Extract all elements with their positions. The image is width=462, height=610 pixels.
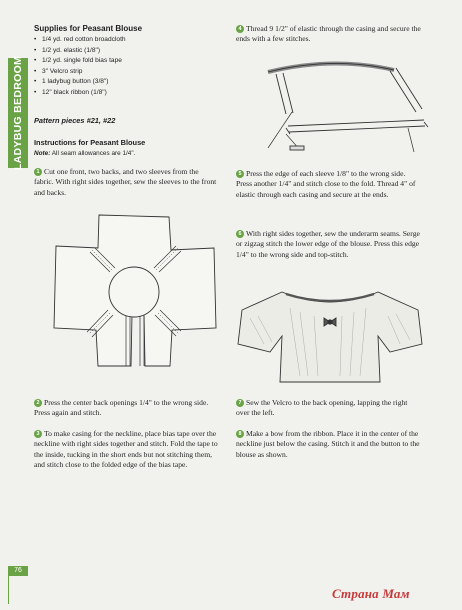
step-text: Thread 9 1/2" of elastic through the casing and secure the ends with a few stitches. — [236, 24, 421, 44]
step-number-badge: 3 — [34, 430, 42, 438]
step-1 — [34, 167, 220, 198]
chapter-side-tab — [8, 55, 28, 171]
chapter-side-tab-label: LADYBUG BEDROOM — [12, 55, 24, 171]
step-text: Cut one front, two backs, and two sleeves from the fabric. With right sides together, sew the sleeves to the front and backs. — [34, 167, 217, 197]
pattern-pieces: Pattern pieces #21, #22 — [34, 116, 116, 125]
note-text: All seam allowances are 1/4". — [50, 150, 136, 157]
step-text: Press the center back openings 1/4" to the wrong side. Press again and stitch. — [34, 398, 209, 418]
supplies-heading: Supplies for Peasant Blouse — [34, 24, 143, 33]
finished-blouse-illustration — [230, 278, 430, 392]
step-number-badge: 8 — [236, 430, 244, 438]
page-number: 76 — [8, 566, 28, 576]
supplies-list — [34, 35, 126, 99]
step-6 — [236, 229, 422, 260]
step-number-badge: 2 — [34, 399, 42, 407]
step-number-badge: 5 — [236, 170, 244, 178]
seam-note — [34, 150, 135, 157]
step-number-badge: 1 — [34, 168, 42, 176]
step-8 — [236, 429, 422, 460]
supply-item: • 3" Velcro strip — [34, 67, 126, 78]
step-5 — [236, 169, 422, 200]
step-text: With right sides together, sew the underarm seams. Serge or zigzag stitch the lower edge of the blouse. Press this edge 1/4" to the wrong side and top-stitch. — [236, 229, 420, 259]
supply-item: • 1/2 yd. elastic (1/8") — [34, 46, 126, 57]
site-watermark: Страна Мам — [332, 586, 410, 601]
neckline-casing-illustration — [238, 56, 438, 160]
step-3 — [34, 429, 220, 471]
supply-item: • 1/2 yd. single fold bias tape — [34, 56, 126, 67]
step-number-badge: 7 — [236, 399, 244, 407]
step-text: Press the edge of each sleeve 1/8" to the wrong side. Press another 1/4" and stitch close to the fold. Thread 4" of elastic through each casing and secure at the ends. — [236, 169, 416, 199]
step-text: Sew the Velcro to the back opening, lapping the right over the left. — [236, 398, 408, 418]
step-7 — [236, 398, 422, 419]
note-label: Note: — [34, 150, 51, 157]
step-2 — [34, 398, 220, 419]
supply-item: • 1 ladybug button (3/8") — [34, 77, 126, 88]
step-number-badge: 4 — [236, 25, 244, 33]
flat-pattern-illustration — [44, 206, 224, 374]
supply-item: • 12" black ribbon (1/8") — [34, 88, 126, 99]
step-number-badge: 6 — [236, 230, 244, 238]
page-edge-rule — [8, 576, 9, 604]
step-text: Make a bow from the ribbon. Place it in the center of the neckline just below the casing. Stitch it and the button to the blouse as shown. — [236, 429, 420, 459]
step-text: To make casing for the neckline, place bias tape over the neckline with right sides together and stitch. Fold the tape to the inside, tucking in the short ends but not stitching them, and stitch close to the folded edge of the bias tape. — [34, 429, 218, 470]
instructions-heading: Instructions for Peasant Blouse — [34, 138, 146, 147]
supply-item: • 1/4 yd. red cotton broadcloth — [34, 35, 126, 46]
step-4 — [236, 24, 422, 45]
